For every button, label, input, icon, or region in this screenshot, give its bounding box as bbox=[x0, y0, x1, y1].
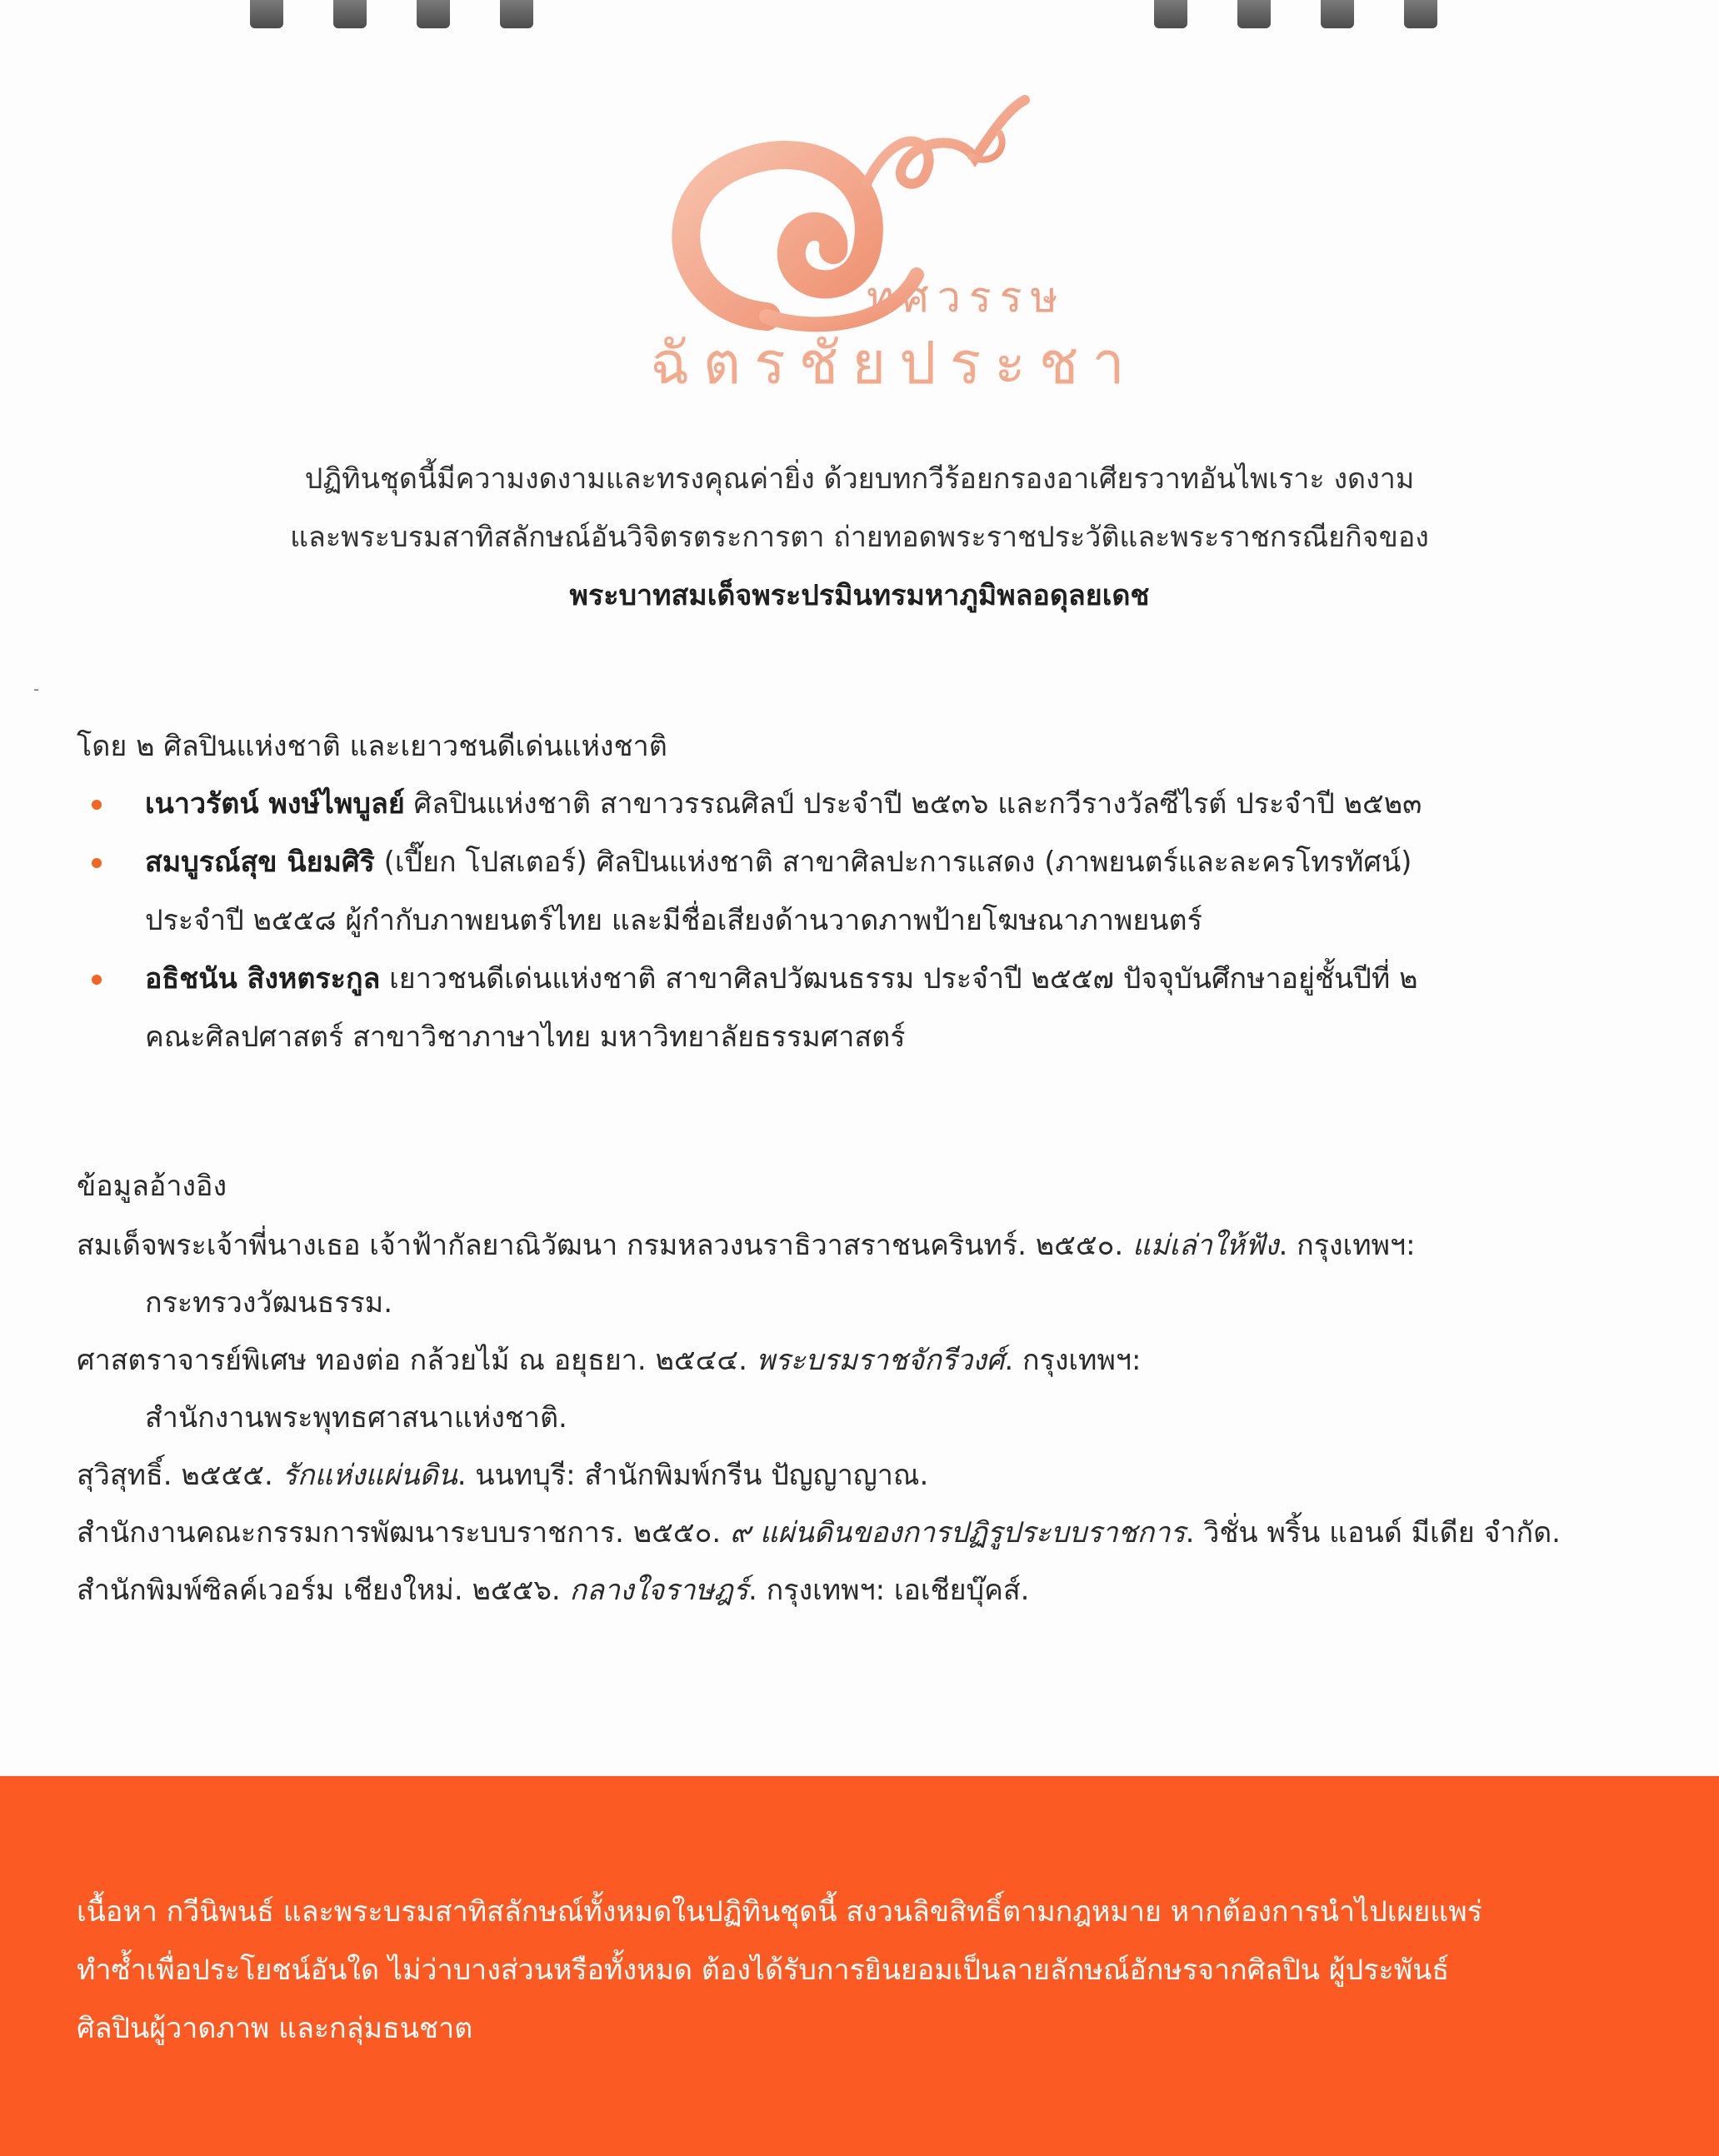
reference-entry bbox=[77, 1332, 1677, 1447]
list-item bbox=[77, 950, 1660, 1066]
bullet-icon bbox=[92, 975, 102, 985]
bullet-icon bbox=[92, 800, 102, 810]
artist-name: สมบูรณ์สุข นิยมศิริ bbox=[145, 846, 375, 879]
binding-ring bbox=[500, 0, 533, 28]
artist-description: เยาวชนดีเด่นแห่งชาติ สาขาศิลปวัฒนธรรม ประจำปี ๒๕๕๗ ปัจจุบันศึกษาอยู่ชั้นปีที่ ๒ bbox=[380, 962, 1418, 996]
references-heading: ข้อมูลอ้างอิง bbox=[77, 1170, 227, 1203]
reference-title: กลางใจราษฎร์ bbox=[569, 1574, 749, 1607]
reference-publisher: . กรุงเทพฯ: bbox=[1278, 1229, 1416, 1262]
logo-title: ฉัตรชัยประชา bbox=[650, 329, 1138, 397]
artist-name: อธิชนัน สิงหตระกูล bbox=[145, 962, 381, 996]
artist-name: เนาวรัตน์ พงษ์ไพบูลย์ bbox=[145, 787, 405, 821]
artist-description: (เปี๊ยก โปสเตอร์) ศิลปินแห่งชาติ สาขาศิลปะการแสดง (ภาพยนตร์และละครโทรทัศน์) bbox=[374, 846, 1412, 879]
copyright-notice bbox=[77, 1883, 1660, 2058]
binding-ring bbox=[1404, 0, 1437, 28]
artists-section bbox=[77, 718, 1660, 1066]
reference-publisher: . กรุงเทพฯ: เอเชียบุ๊คส์. bbox=[748, 1574, 1030, 1607]
reference-entry bbox=[77, 1447, 1677, 1505]
reference-continuation: สำนักงานพระพุทธศาสนาแห่งชาติ. bbox=[145, 1401, 567, 1435]
reference-entry bbox=[77, 1217, 1677, 1332]
reference-author: สำนักพิมพ์ซิลค์เวอร์ม เชียงใหม่. ๒๕๕๖. bbox=[77, 1574, 570, 1607]
reference-author: สำนักงานคณะกรรมการพัฒนาระบบราชการ. ๒๕๕๐. bbox=[77, 1516, 730, 1550]
references-section bbox=[77, 1158, 1677, 1619]
reference-publisher: . วิชั่น พริ้น แอนด์ มีเดีย จำกัด. bbox=[1185, 1516, 1561, 1550]
reference-title: แม่เล่าให้ฟัง bbox=[1132, 1229, 1279, 1262]
artist-description-cont: คณะศิลปศาสตร์ สาขาวิชาภาษาไทย มหาวิทยาลัยธรรมศาสตร์ bbox=[145, 1021, 906, 1054]
intro-line: ปฏิทินชุดนี้มีความงดงามและทรงคุณค่ายิ่ง ด้วยบทกวีร้อยกรองอาเศียรวาทอันไพเราะ งดงาม bbox=[304, 462, 1415, 496]
binding-ring bbox=[417, 0, 450, 28]
reference-entry bbox=[77, 1562, 1677, 1619]
binding-ring bbox=[1237, 0, 1271, 28]
artist-description: ศิลปินแห่งชาติ สาขาวรรณศิลป์ ประจำปี ๒๕๓๖ และกวีรางวัลซีไรต์ ประจำปี ๒๕๒๓ bbox=[404, 787, 1422, 821]
list-item bbox=[77, 775, 1660, 833]
artists-heading: โดย ๒ ศิลปินแห่งชาติ และเยาวชนดีเด่นแห่งชาติ bbox=[77, 730, 667, 763]
binding-ring bbox=[250, 0, 283, 28]
list-item bbox=[77, 833, 1660, 950]
binding-ring bbox=[1154, 0, 1187, 28]
scan-mark: - bbox=[33, 679, 40, 699]
reference-author: ศาสตราจารย์พิเศษ ทองต่อ กล้วยไม้ ณ อยุธยา. ๒๕๔๔. bbox=[77, 1344, 757, 1377]
reference-author: สุวิสุทธิ์. ๒๕๕๕. bbox=[77, 1459, 282, 1492]
copyright-line: ศิลปินผู้วาดภาพ และกลุ่มธนชาต bbox=[77, 2012, 473, 2045]
reference-title: ๙ แผ่นดินของการปฏิรูประบบราชการ bbox=[730, 1516, 1186, 1550]
intro-king-name: พระบาทสมเด็จพระปรมินทรมหาภูมิพลอดุลยเดช bbox=[569, 579, 1150, 612]
intro-paragraph bbox=[167, 450, 1552, 625]
artists-list bbox=[77, 775, 1660, 1066]
reference-title: รักแห่งแผ่นดิน bbox=[282, 1459, 457, 1492]
binding-ring bbox=[1321, 0, 1354, 28]
reference-title: พระบรมราชจักรีวงศ์ bbox=[756, 1344, 1005, 1377]
artist-description-cont: ประจำปี ๒๕๕๘ ผู้กำกับภาพยนตร์ไทย และมีชื่อเสียงด้านวาดภาพป้ายโฆษณาภาพยนตร์ bbox=[145, 904, 1202, 937]
reference-author: สมเด็จพระเจ้าพี่นางเธอ เจ้าฟ้ากัลยาณิวัฒนา กรมหลวงนราธิวาสราชนครินทร์. ๒๕๕๐. bbox=[77, 1229, 1132, 1262]
copyright-line: ทำซ้ำเพื่อประโยชน์อันใด ไม่ว่าบางส่วนหรือทั้งหมด ต้องได้รับการยินยอมเป็นลายลักษณ์อักษรจากศิลปิน ผู้ประพันธ์ bbox=[77, 1954, 1450, 1987]
calendar-binding-rings bbox=[0, 0, 1719, 33]
logo-subtitle: ทศวรรษ bbox=[867, 273, 1067, 322]
intro-line: และพระบรมสาทิสลักษณ์อันวิจิตรตระการตา ถ่ายทอดพระราชประวัติและพระราชกรณียกิจของ bbox=[290, 521, 1429, 554]
copyright-line: เนื้อหา กวีนิพนธ์ และพระบรมสาทิสลักษณ์ทั้งหมดในปฏิทินชุดนี้ สงวนลิขสิทธิ์ตามกฎหมาย หากต้องการนำไปเผยแพร่ bbox=[77, 1895, 1482, 1929]
bullet-icon bbox=[92, 858, 102, 868]
reference-entry bbox=[77, 1505, 1677, 1562]
binding-ring bbox=[333, 0, 367, 28]
reference-publisher: . นนทบุรี: สำนักพิมพ์กรีน ปัญญาญาณ. bbox=[457, 1459, 929, 1492]
reference-publisher: . กรุงเทพฯ: bbox=[1004, 1344, 1142, 1377]
reference-continuation: กระทรวงวัฒนธรรม. bbox=[145, 1286, 393, 1320]
